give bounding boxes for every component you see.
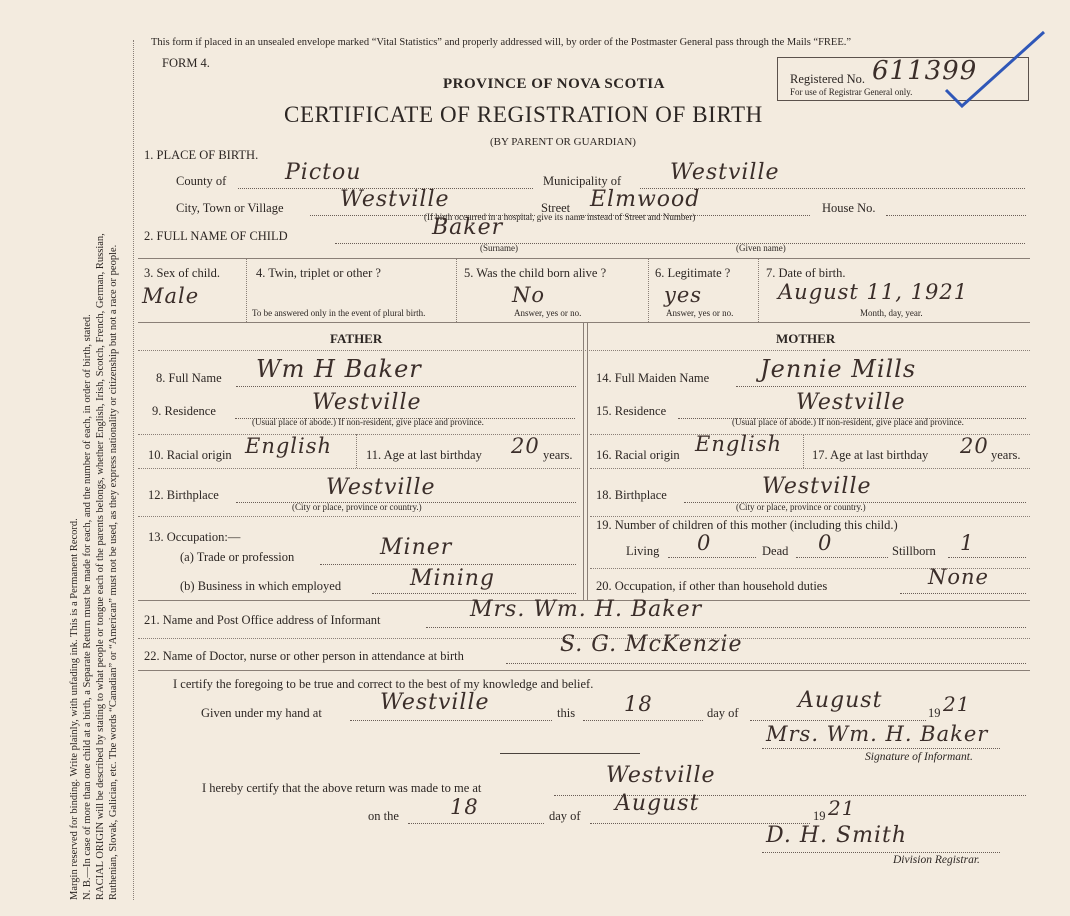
father-name-label: 8. Full Name: [156, 371, 222, 385]
county-value: Pictou: [285, 160, 362, 185]
father-residence-value: Westville: [312, 390, 422, 415]
registrar-year-prefix: 19: [813, 809, 826, 823]
margin-note-4: Ruthenian, Slovak, Galician, etc. The words “Canadian” or “American” must not be used, as they express nationality or citizenship but not a race or people.: [108, 244, 119, 900]
informant-line: [426, 627, 1026, 628]
this-label: this: [557, 706, 576, 720]
doctor-rule: [138, 670, 1030, 671]
father-residence-label: 9. Residence: [152, 404, 216, 418]
doctor-value: S. G. McKenzie: [560, 632, 743, 657]
place-section-label: 1. PLACE OF BIRTH.: [144, 148, 259, 162]
father-trade-value: Miner: [380, 535, 453, 560]
registrar-year-value: 21: [828, 796, 856, 820]
parents-center-divider: [583, 322, 584, 600]
col-divider-2: [456, 258, 457, 322]
county-label: County of: [176, 174, 227, 188]
house-line: [886, 215, 1026, 216]
check-mark-icon: [940, 28, 1050, 108]
given-year-prefix: 19: [928, 706, 941, 720]
mother-heading: MOTHER: [776, 331, 836, 346]
twin-note: To be answered only in the event of plural birth.: [252, 308, 426, 318]
division-registrar-caption: Division Registrar.: [893, 854, 980, 866]
signature-informant-caption: Signature of Informant.: [865, 751, 973, 763]
father-business-label: (b) Business in which employed: [180, 579, 342, 593]
registrar-day-line: [408, 823, 544, 824]
stillborn-value: 1: [960, 531, 975, 555]
dead-line: [796, 557, 888, 558]
house-label: House No.: [822, 201, 876, 215]
given-place-value: Westville: [380, 690, 490, 715]
legitimate-value: yes: [664, 283, 703, 307]
child-surname-value: Baker: [432, 215, 504, 240]
mother-birthplace-label: 18. Birthplace: [596, 488, 667, 502]
short-rule: [500, 753, 640, 754]
mother-name-label: 14. Full Maiden Name: [596, 371, 710, 385]
street-label: Street: [541, 201, 571, 215]
twin-label: 4. Twin, triplet or other ?: [256, 266, 381, 280]
living-label: Living: [626, 544, 660, 558]
street-value: Elmwood: [590, 187, 701, 212]
father-business-line: [372, 593, 576, 594]
father-age-label: 11. Age at last birthday: [366, 448, 482, 462]
stillborn-label: Stillborn: [892, 544, 936, 558]
municipality-label: Municipality of: [543, 174, 622, 188]
father-trade-line: [320, 564, 576, 565]
father-occupation-label: 13. Occupation:—: [148, 530, 241, 544]
mother-age-value: 20: [960, 434, 989, 458]
legitimate-note: Answer, yes or no.: [666, 308, 734, 318]
father-heading: FATHER: [330, 331, 383, 346]
father-trade-label: (a) Trade or profession: [180, 550, 295, 564]
child-name-line: [335, 243, 1025, 244]
stillborn-line: [948, 557, 1026, 558]
doctor-line: [506, 663, 1026, 664]
mother-occupation-line: [900, 593, 1026, 594]
father-age-value: 20: [511, 434, 540, 458]
given-under-label: Given under my hand at: [201, 706, 322, 720]
sex-value: Male: [142, 284, 200, 308]
registrar-signature-line: [762, 852, 1000, 853]
given-day-of-label: day of: [707, 706, 739, 720]
father-abode-note: (Usual place of abode.) If non-resident, give place and province.: [252, 417, 484, 427]
dob-note: Month, day, year.: [860, 308, 923, 318]
registrar-place-value: Westville: [606, 763, 716, 788]
father-birthplace-label: 12. Birthplace: [148, 488, 219, 502]
mother-residence-label: 15. Residence: [596, 404, 667, 418]
father-city-note: (City or place, province or country.): [292, 502, 422, 512]
mail-notice: This form if placed in an unsealed envelope marked “Vital Statistics” and properly addressed will, by order of the Postmaster General pass through the Mails “FREE.”: [151, 37, 852, 48]
province-heading: PROVINCE OF NOVA SCOTIA: [443, 76, 665, 92]
certificate-subtitle: (BY PARENT OR GUARDIAN): [490, 136, 636, 148]
hospital-note: (If birth occurred in a hospital, give its name instead of Street and Number): [424, 212, 696, 222]
children-count-label: 19. Number of children of this mother (including this child.): [596, 518, 898, 532]
dead-value: 0: [818, 531, 833, 555]
mother-rule-3: [590, 516, 1030, 517]
margin-note-1: Margin reserved for binding. Write plainly, with unfading ink. This is a Permanent Record.: [69, 518, 80, 900]
mother-rule-2: [590, 468, 1030, 469]
father-rule-2: [138, 468, 580, 469]
registrar-day-value: 18: [450, 795, 479, 819]
form-number: FORM 4.: [162, 56, 210, 70]
parents-heading-rule: [138, 350, 1030, 351]
given-day-line: [583, 720, 703, 721]
on-the-label: on the: [368, 809, 399, 823]
row-bottom-rule: [138, 322, 1030, 323]
father-years-label: years.: [543, 448, 573, 462]
col-divider-3: [648, 258, 649, 322]
given-day-value: 18: [624, 692, 653, 716]
mother-age-divider: [803, 434, 804, 468]
mother-years-label: years.: [991, 448, 1021, 462]
col-divider-4: [758, 258, 759, 322]
given-year-value: 21: [943, 692, 971, 716]
mother-age-label: 17. Age at last birthday: [812, 448, 929, 462]
doctor-label: 22. Name of Doctor, nurse or other person in attendance at birth: [144, 649, 464, 663]
margin-note-3: RACIAL ORIGIN will be described by stating to what people or tongue each of the parents belongs, whether English, Irish, Scotch, French, German, Russian,: [95, 233, 106, 900]
sex-label: 3. Sex of child.: [144, 266, 221, 280]
mother-city-note: (City or place, province or country.): [736, 502, 866, 512]
given-place-line: [350, 720, 552, 721]
city-value: Westville: [340, 187, 450, 212]
father-birthplace-value: Westville: [326, 475, 436, 500]
dob-label: 7. Date of birth.: [766, 266, 846, 280]
father-name-line: [236, 386, 576, 387]
father-racial-value: English: [245, 434, 333, 458]
father-name-value: Wm H Baker: [256, 355, 422, 383]
margin-note-2: N. B.—In case of more than one child at a birth, a Separate Return must be made for each, and the number of each, in order of birth, stated.: [82, 314, 93, 900]
informant-signature-line: [762, 748, 1000, 749]
registered-number: 611399: [872, 56, 978, 86]
municipality-value: Westville: [670, 160, 780, 185]
father-rule-3: [138, 516, 580, 517]
living-value: 0: [697, 531, 712, 555]
informant-label: 21. Name and Post Office address of Informant: [144, 613, 381, 627]
mother-birthplace-value: Westville: [762, 474, 872, 499]
col-divider-1: [246, 258, 247, 322]
certificate-title: CERTIFICATE OF REGISTRATION OF BIRTH: [284, 102, 763, 127]
mother-abode-note: (Usual place of abode.) If non-resident, give place and province.: [732, 417, 964, 427]
row-top-rule: [138, 258, 1030, 259]
registrar-day-of-label: day of: [549, 809, 581, 823]
mother-occupation-label: 20. Occupation, if other than household duties: [596, 579, 828, 593]
alive-label: 5. Was the child born alive ?: [464, 266, 607, 280]
informant-value: Mrs. Wm. H. Baker: [470, 597, 703, 622]
mother-name-value: Jennie Mills: [760, 355, 917, 383]
margin-divider: [133, 40, 134, 900]
registrar-month-value: August: [615, 791, 700, 816]
dob-value: August 11, 1921: [778, 280, 969, 304]
alive-note: Answer, yes or no.: [514, 308, 582, 318]
alive-value: No: [512, 283, 546, 307]
registered-label: Registered No.: [790, 72, 865, 86]
registrar-signature: D. H. Smith: [766, 823, 907, 848]
informant-signature: Mrs. Wm. H. Baker: [766, 722, 989, 746]
registrar-statement: I hereby certify that the above return was made to me at: [202, 781, 482, 795]
father-racial-label: 10. Racial origin: [148, 448, 232, 462]
child-name-label: 2. FULL NAME OF CHILD: [144, 229, 288, 243]
given-month-value: August: [798, 688, 883, 713]
mother-occupation-value: None: [928, 565, 989, 589]
given-name-caption: (Given name): [736, 243, 786, 253]
living-line: [668, 557, 756, 558]
parents-center-divider-2: [587, 322, 588, 600]
surname-caption: (Surname): [480, 243, 518, 253]
registrar-use-note: For use of Registrar General only.: [790, 87, 913, 97]
given-month-line: [750, 720, 926, 721]
father-age-divider: [356, 434, 357, 468]
mother-residence-value: Westville: [796, 390, 906, 415]
legitimate-label: 6. Legitimate ?: [655, 266, 731, 280]
father-business-value: Mining: [410, 566, 496, 591]
city-label: City, Town or Village: [176, 201, 284, 215]
margin-notes: [68, 20, 120, 900]
mother-racial-value: English: [695, 432, 783, 456]
certify-statement: I certify the foregoing to be true and correct to the best of my knowledge and belief.: [173, 677, 594, 691]
mother-racial-label: 16. Racial origin: [596, 448, 680, 462]
dead-label: Dead: [762, 544, 789, 558]
mother-name-line: [736, 386, 1026, 387]
